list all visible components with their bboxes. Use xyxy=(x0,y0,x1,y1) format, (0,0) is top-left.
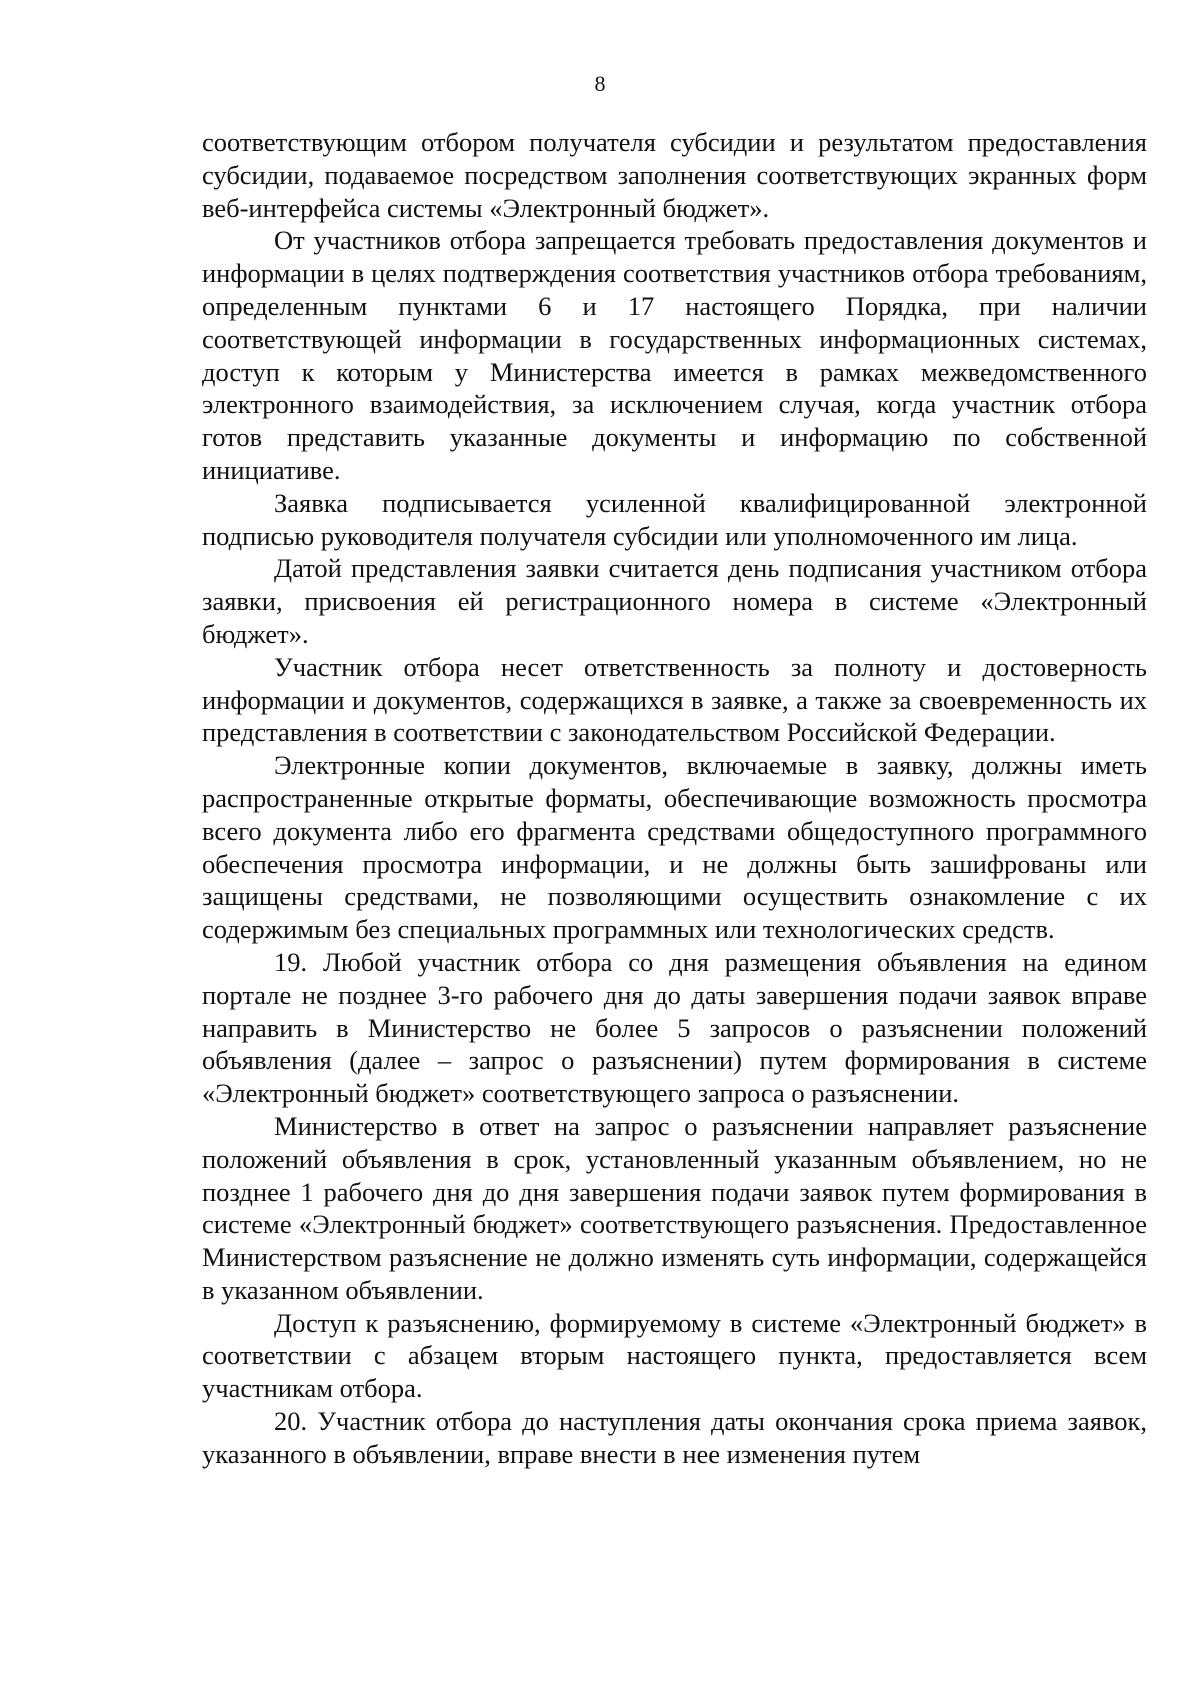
paragraph-ministry-response: Министерство в ответ на запрос о разъяснении направляет разъяснение положений объявления в срок, установленный указанным объявлением, но не позднее 1 рабочего дня до дня завершения подачи заявок путем формирования в системе «Электронный бюджет» соответствующего разъяснения. Предоставленное Министерством разъяснение не должно изменять суть информации, содержащейся в указанном объявлении. xyxy=(202,1110,1147,1305)
paragraph-participant-responsibility: Участник отбора несет ответственность за полноту и достоверность информации и документов, содержащихся в заявке, а также за своевременность их представления в соответствии с законодательством Российской Федерации. xyxy=(202,651,1147,748)
paragraph-continuation: соответствующим отбором получателя субсидии и результатом предоставления субсидии, подаваемое посредством заполнения соответствующих экранных форм веб-интерфейса системы «Электронный бюджет». xyxy=(202,127,1147,223)
document-body xyxy=(202,126,1147,1471)
paragraph-document-request-prohibition: От участников отбора запрещается требовать предоставления документов и информации в целях подтверждения соответствия участников отбора требованиям, определенным пунктами 6 и 17 настоящего Порядка, при наличии соответствующей информации в государственных информационных системах, доступ к которым у Министерства имеется в рамках межведомственного электронного взаимодействия, за исключением случая, когда участник отбора готов представить указанные документы и информацию по собственной инициативе. xyxy=(202,225,1147,485)
page-number: 8 xyxy=(594,71,606,96)
paragraph-clause-20: 20. Участник отбора до наступления даты окончания срока приема заявок, указанного в объявлении, вправе внести в нее изменения путем xyxy=(202,1406,1147,1469)
paragraph-submission-date: Датой представления заявки считается день подписания участником отбора заявки, присвоения ей регистрационного номера в системе «Электронный бюджет». xyxy=(202,553,1147,649)
paragraph-electronic-copies: Электронные копии документов, включаемые в заявку, должны иметь распространенные открытые форматы, обеспечивающие возможность просмотра всего документа либо его фрагмента средствами общедоступного программного обеспечения просмотра информации, и не должны быть зашифрованы или защищены средствами, не позволяющими осуществить ознакомление с их содержимым без специальных программных или технологических средств. xyxy=(202,750,1147,945)
paragraph-application-signature: Заявка подписывается усиленной квалифицированной электронной подписью руководителя получателя субсидии или уполномоченного им лица. xyxy=(202,487,1147,551)
paragraph-clause-19: 19. Любой участник отбора со дня размещения объявления на едином портале не позднее 3-го рабочего дня до даты завершения подачи заявок вправе направить в Министерство не более 5 запросов о разъяснении положений объявления (далее – запрос о разъяснении) путем формирования в системе «Электронный бюджет» соответствующего запроса о разъяснении. xyxy=(202,946,1147,1109)
paragraph-clarification-access: Доступ к разъяснению, формируемому в системе «Электронный бюджет» в соответствии с абзацем вторым настоящего пункта, предоставляется всем участникам отбора. xyxy=(202,1307,1147,1404)
